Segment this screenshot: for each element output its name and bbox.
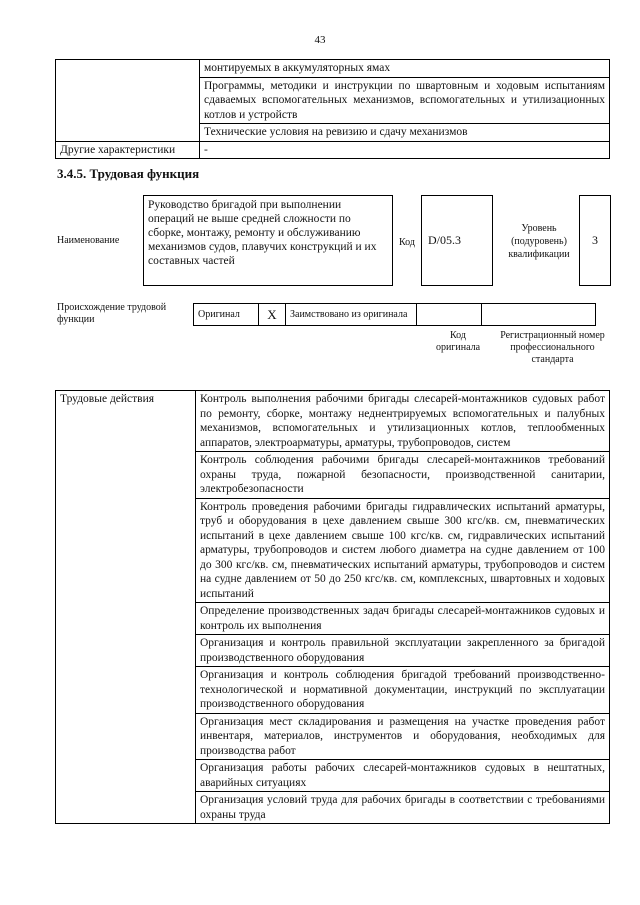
origin-code-cell: [417, 304, 482, 326]
other-characteristics-label: Другие характеристики: [56, 141, 200, 159]
table-cell-left: [56, 60, 200, 142]
level-value-box: 3: [579, 195, 611, 286]
table-cell: монтируемых в аккумуляторных ямах: [200, 60, 610, 78]
labor-action-item: Контроль соблюдения рабочими бригады слесарей-монтажников требований охраны труда, пожарной безопасности, производственной санитарии, электробезопасности: [196, 452, 610, 499]
original-label: Оригинал: [194, 304, 259, 326]
labor-action-item: Организация работы рабочих слесарей-монтажников судовых в нештатных, аварийных ситуациях: [196, 760, 610, 792]
origin-label: Происхождение трудовой функции: [57, 302, 167, 325]
table-cell: Технические условия на ревизию и сдачу механизмов: [200, 124, 610, 142]
labor-action-item: Контроль выполнения рабочими бригады слесарей-монтажников судовых работ по ремонту, сборке, монтажу неднентрируемых вспомогательных и палубных механизмов, вспомогательных и утилизационных котлов, теплообменных аппаратов, электроарматуры, арматуры, трубопроводов, систем: [196, 391, 610, 452]
function-name-box: Руководство бригадой при выполнении операций не выше средней сложности по сборке, монтажу, ремонту и обслуживанию механизмов судов, плавучих конструкций и их составных частей: [143, 195, 393, 286]
registration-caption: Регистрационный номер профессионального стандарта: [500, 330, 605, 365]
other-characteristics-value: -: [200, 141, 610, 159]
page-number: 43: [314, 34, 326, 46]
characteristics-table: [55, 59, 610, 159]
labor-actions-table: [55, 390, 610, 824]
labor-action-item: Организация мест складирования и размещения на участке проведения работ инвентаря, материалов, инструментов и оборудования, необходимых для производства работ: [196, 713, 610, 760]
table-cell: Программы, методики и инструкции по швартовным и ходовым испытаниям сдаваемых вспомогательных механизмов, вспомогательных и утилизационных котлов и устройств: [200, 77, 610, 124]
table-row: [56, 141, 610, 159]
labor-action-item: Организация и контроль соблюдения бригадой требований производственно-технологической и нормативной документации, инструкций по эксплуатации производственного оборудования: [196, 667, 610, 714]
labor-action-item: Определение производственных задач бригады слесарей-монтажников судовых и контроль их выполнения: [196, 603, 610, 635]
labor-action-item: Контроль проведения рабочими бригады гидравлических испытаний арматуры, труб и оборудования в цехе давлением свыше 300 кгс/кв. см, пневматических испытаний в цехе давлением свыше 100 кгс/кв. см, гидравлических испытаний арматуры, трубопроводов и систем любого диаметра на судне давлением от 100 до 300 кгс/кв. см, пневматических испытаний арматуры, трубопроводов и систем на судне давлением от 50 до 250 кгс/кв. см, комплексных, швартовных и ходовых испытаний: [196, 498, 610, 603]
labor-action-item: Организация условий труда для рабочих бригады в соответствии с требованиями охраны труда: [196, 792, 610, 824]
borrowed-label: Заимствовано из оригинала: [286, 304, 417, 326]
table-row: [194, 304, 596, 326]
registration-number-cell: [482, 304, 596, 326]
code-label: Код: [399, 237, 415, 248]
table-row: [56, 60, 610, 78]
original-mark: X: [259, 304, 286, 326]
name-label: Наименование: [57, 235, 120, 246]
function-code-box: D/05.3: [421, 195, 493, 286]
table-row: [56, 391, 610, 452]
code-caption: Код оригинала: [435, 330, 481, 353]
labor-actions-label: Трудовые действия: [56, 391, 196, 824]
section-title: 3.4.5. Трудовая функция: [57, 166, 200, 181]
labor-action-item: Организация и контроль правильной эксплуатации закрепленного за бригадой производственного оборудования: [196, 635, 610, 667]
origin-table: [193, 303, 596, 326]
level-label: Уровень (подуровень) квалификации: [508, 223, 570, 260]
